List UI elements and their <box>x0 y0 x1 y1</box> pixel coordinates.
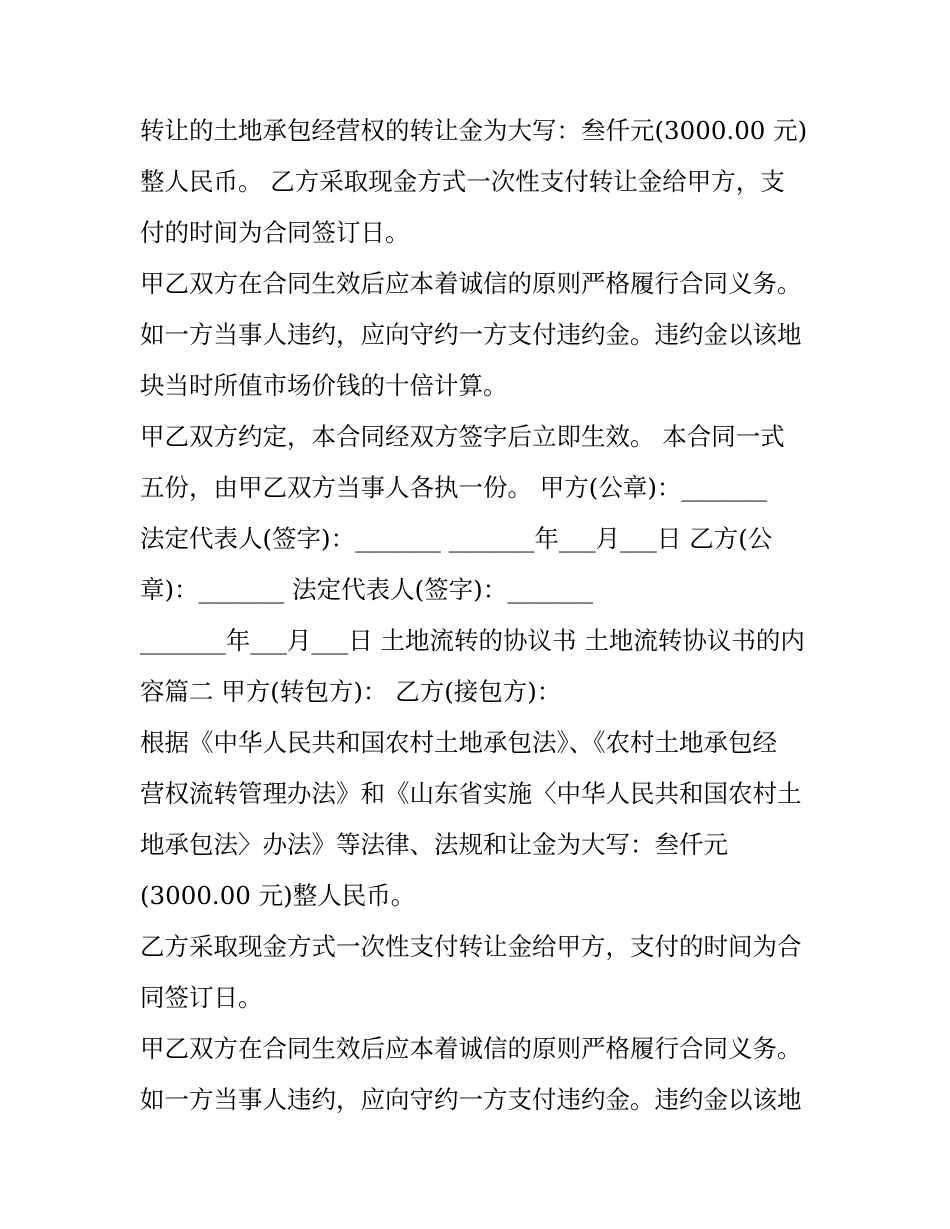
text-line: _______年___月___日 土地流转的协议书 土地流转协议书的内 <box>140 626 805 655</box>
text-line: 如一方当事人违约，应向守约一方支付违约金。违约金以该地 <box>140 1085 802 1114</box>
text-line: 根据《中华人民共和国农村土地承包法》、《农村土地承包经 <box>140 728 777 757</box>
text-line: 如一方当事人违约，应向守约一方支付违约金。违约金以该地 <box>140 320 802 349</box>
text-line: 甲乙双方约定，本合同经双方签字后立即生效。 本合同一式 <box>140 422 785 451</box>
text-line: 付的时间为合同签订日。 <box>140 218 410 247</box>
text-line: 营权流转管理办法》和《山东省实施〈中华人民共和国农村土 <box>140 779 802 808</box>
text-line: 同签订日。 <box>140 983 263 1012</box>
text-line: 转让的土地承包经营权的转让金为大写：叁仟元(3000.00 元) <box>140 116 808 145</box>
text-line: 章)：_______ 法定代表人(签字)：_______ <box>140 575 593 604</box>
text-line: 容篇二 甲方(转包方)： 乙方(接包方)： <box>140 677 562 706</box>
text-line: 乙方采取现金方式一次性支付转让金给甲方，支付的时间为合 <box>140 932 802 961</box>
document-body <box>140 105 820 1125</box>
text-line: 法定代表人(签字)：_______ _______年___月___日 乙方(公 <box>140 524 773 553</box>
text-line: 甲乙双方在合同生效后应本着诚信的原则严格履行合同义务。 <box>140 269 802 298</box>
text-line: 块当时所值市场价钱的十倍计算。 <box>140 371 508 400</box>
text-line: 五份，由甲乙双方当事人各执一份。 甲方(公章)：_______ <box>140 473 768 502</box>
text-line: 地承包法〉办法》等法律、法规和让金为大写：叁仟元 <box>140 830 728 859</box>
text-line: 甲乙双方在合同生效后应本着诚信的原则严格履行合同义务。 <box>140 1034 802 1063</box>
text-line: 整人民币。 乙方采取现金方式一次性支付转让金给甲方，支 <box>140 167 785 196</box>
text-line: (3000.00 元)整人民币。 <box>140 881 416 910</box>
